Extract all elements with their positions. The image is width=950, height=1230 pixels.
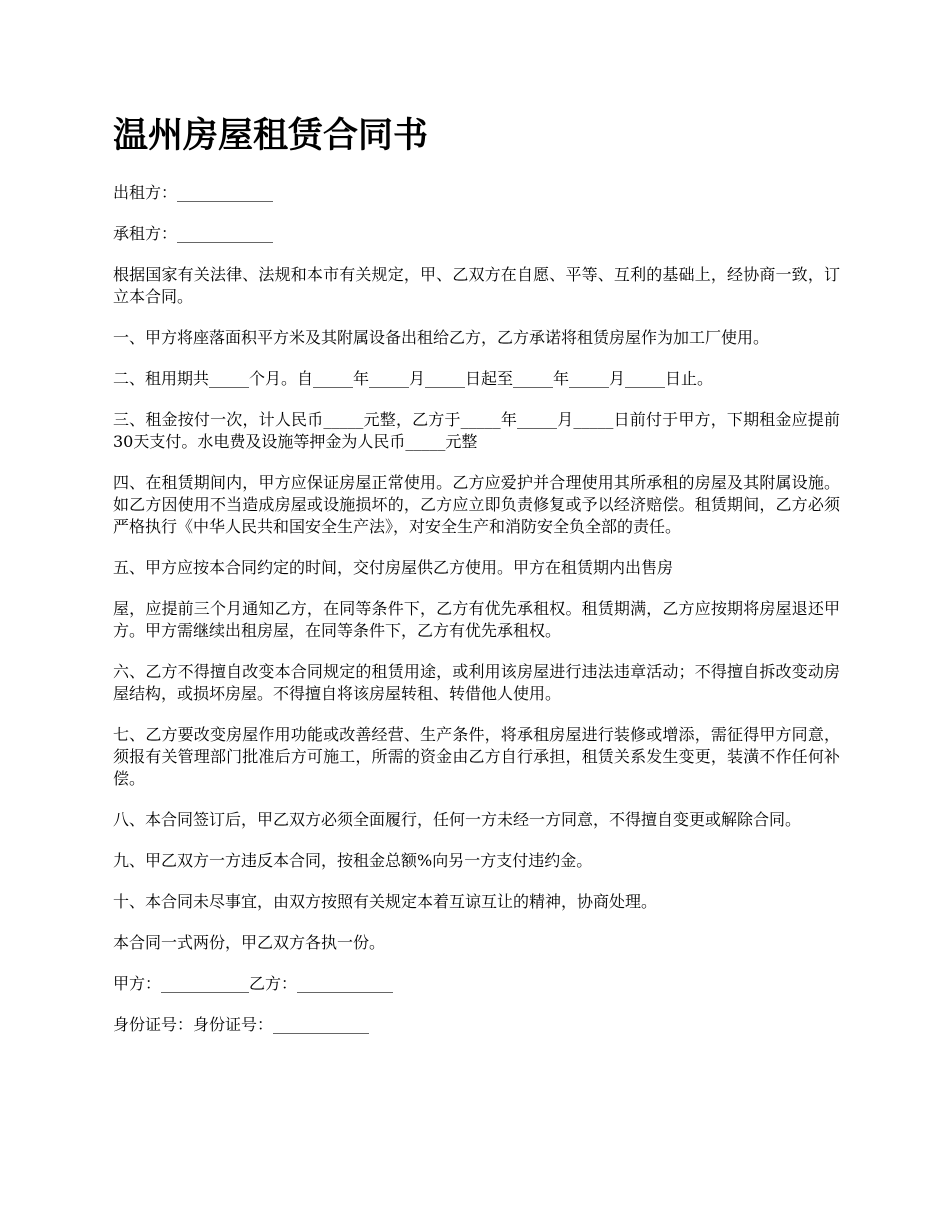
clause-8: 八、本合同签订后，甲乙双方必须全面履行，任何一方未经一方同意，不得擅自变更或解除合同。: [113, 810, 802, 829]
clause-7: 七、乙方要改变房屋作用功能或改善经营、生产条件，将承租房屋进行装修或增添，需征得甲方同意，须报有关管理部门批准后方可施工，所需的资金由乙方自行承担，租赁关系发生变更，装潢不作任何补偿。: [113, 725, 840, 788]
document-page: [113, 112, 840, 1055]
preamble-paragraph: 根据国家有关法律、法规和本市有关规定，甲、乙双方在自愿、平等、互利的基础上，经协商一致，订立本合同。: [113, 265, 840, 306]
party-signature-line: 甲方：___________乙方：____________: [113, 974, 394, 993]
copies-statement: 本合同一式两份，甲乙双方各执一份。: [113, 933, 386, 952]
clause-5-part-2: 屋，应提前三个月通知乙方，在同等条件下，乙方有优先承租权。租赁期满，乙方应按期将房屋退还甲方。甲方需继续出租房屋，在同等条件下，乙方有优先承租权。: [113, 599, 840, 640]
lessee-line: 承租方：____________: [113, 224, 274, 243]
clause-1: 一、甲方将座落面积平方米及其附属设备出租给乙方，乙方承诺将租赁房屋作为加工厂使用。: [113, 328, 770, 347]
id-number-line: 身份证号：身份证号：____________: [113, 1015, 370, 1034]
document-title: 温州房屋租赁合同书: [113, 116, 429, 156]
clause-2: 二、租用期共_____个月。自_____年_____月_____日起至_____年_____月_____日止。: [113, 369, 714, 388]
clause-9: 九、甲乙双方一方违反本合同，按租金总额%向另一方支付违约金。: [113, 851, 593, 870]
clause-5-part-1: 五、甲方应按本合同约定的时间，交付房屋供乙方使用。甲方在租赁期内出售房: [113, 558, 674, 577]
clause-3: 三、租金按付一次，计人民币_____元整，乙方于_____年_____月_____日前付于甲方，下期租金应提前30天支付。水电费及设施等押金为人民币_____元整: [113, 410, 840, 451]
lessor-line: 出租方：____________: [113, 183, 274, 202]
clause-6: 六、乙方不得擅自改变本合同规定的租赁用途，或利用该房屋进行违法违章活动；不得擅自拆改变动房屋结构，或损坏房屋。不得擅自将该房屋转租、转借他人使用。: [113, 662, 840, 703]
clause-10: 十、本合同未尽事宜，由双方按照有关规定本着互谅互让的精神，协商处理。: [113, 892, 658, 911]
clause-4: 四、在租赁期间内，甲方应保证房屋正常使用。乙方应爱护并合理使用其所承租的房屋及其附属设施。如乙方因使用不当造成房屋或设施损坏的，乙方应立即负责修复或予以经济赔偿。租赁期间，乙方必须严格执行《中华人民共和国安全生产法》，对安全生产和消防安全负全部的责任。: [113, 473, 840, 536]
